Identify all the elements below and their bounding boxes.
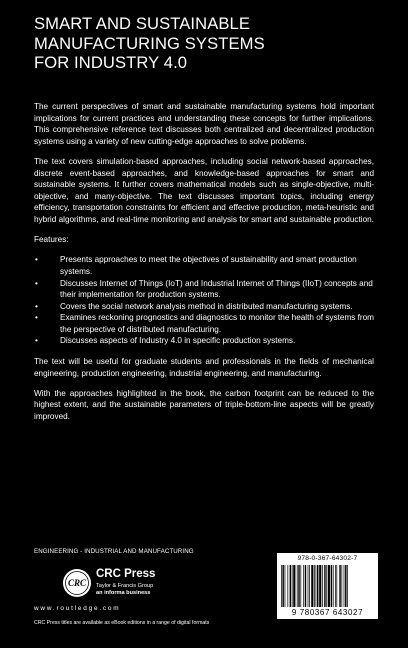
feature-text: Discusses aspects of Industry 4.0 in specific production systems. (60, 336, 296, 346)
barcode-bar (341, 565, 342, 607)
barcode-bar (326, 565, 327, 607)
list-item (34, 301, 374, 313)
features-label: Features: (34, 235, 69, 245)
bullet-icon: • (35, 313, 38, 323)
barcode-bar (317, 565, 318, 607)
barcode-icon (280, 565, 375, 607)
barcode-bar (311, 565, 313, 607)
barcode-bar (339, 565, 340, 607)
barcode-bar (281, 565, 282, 607)
website-link[interactable]: www.routledge.com (34, 605, 121, 612)
isbn-barcode (277, 553, 378, 619)
barcode-bar (287, 565, 288, 607)
barcode-bar (335, 565, 336, 607)
list-item (34, 254, 374, 277)
barcode-bar (345, 565, 346, 607)
feature-text: Presents approaches to meet the objectives of sustainability and smart production systems. (60, 255, 357, 276)
list-item (34, 312, 374, 335)
paragraph-coverage: The text covers simulation-based approaches, including social network-based approaches, discrete event-based approaches, and knowledge-based approaches for smart and sustainable systems. It further covers mathematical models such as single-objective, multi-objective, and many-objective. The text discusses important topics, including energy efficiency, transportation constraints for efficient and effective production, meta-heuristic and hybrid algorithms, and real-time monitoring and analysis for smart and sustainable production. (34, 156, 374, 224)
bullet-icon: • (35, 301, 38, 311)
paragraph-impact: With the approaches highlighted in the book, the carbon footprint can be reduced to the highest extent, and the sustainable parameters of triple-bottom-line aspects will be greatly improved. (34, 388, 374, 422)
title-line-3: FOR INDUSTRY 4.0 (34, 53, 188, 72)
feature-text: Examines reckoning prognostics and diagnostics to monitor the health of systems from the perspective of distributed manufacturing. (60, 313, 375, 334)
barcode-bar (290, 565, 291, 607)
barcode-bar (328, 565, 330, 607)
barcode-bar (319, 565, 321, 607)
barcode-bar (324, 565, 325, 607)
bullet-icon: • (35, 278, 38, 288)
barcode-bar (303, 565, 304, 607)
publisher-group (96, 583, 153, 597)
barcode-bar (285, 565, 286, 607)
publisher-line-2: an informa business (96, 590, 151, 596)
bullet-icon: • (35, 255, 38, 265)
barcode-bar (316, 565, 317, 607)
barcode-bar (347, 565, 348, 607)
feature-text: Discusses Internet of Things (IoT) and Industrial Internet of Things (IIoT) concepts and their implementation for production systems. (60, 278, 373, 300)
bullet-icon: • (35, 336, 38, 346)
barcode-bar (305, 565, 306, 607)
barcode-bar (333, 565, 334, 607)
ebook-note: CRC Press titles are available as eBook editions in a range of digital formats (34, 620, 210, 626)
publisher-name: CRC Press (96, 568, 156, 580)
paragraph-intro: The current perspectives of smart and sustainable manufacturing systems hold important implications for current practices and understanding these concepts for further implications. This comprehensive reference text discusses both centralized and decentralized production systems using a variety of new cutting-edge approaches to solve problems. (34, 102, 374, 146)
barcode-bar (322, 565, 323, 607)
paragraph-audience: The text will be useful for graduate students and professionals in the fields of mechanical engineering, production engineering, industrial engineering, and manufacturing. (34, 357, 374, 378)
publisher-line-1: Taylor & Francis Group (96, 583, 154, 589)
crc-press-logo-icon (62, 568, 92, 598)
barcode-bar (344, 565, 345, 607)
title-line-1: SMART AND SUSTAINABLE (34, 14, 251, 33)
title-line-2: MANUFACTURING SYSTEMS (34, 33, 265, 53)
barcode-bar (308, 565, 309, 607)
barcode-bar (309, 565, 310, 607)
barcode-bar (293, 565, 295, 607)
barcode-bar (282, 565, 283, 607)
crc-logo-text: CRC (67, 578, 87, 588)
barcode-bar (331, 565, 332, 607)
book-title (34, 14, 384, 73)
barcode-bar (336, 565, 337, 607)
barcode-digits: 9 780367 643027 (291, 608, 364, 617)
blurb (34, 101, 374, 431)
feature-text: Covers the social network analysis method in distributed manufacturing systems. (60, 301, 353, 311)
feature-list (34, 254, 374, 347)
list-item (34, 335, 374, 347)
subject-category: ENGINEERING - INDUSTRIAL AND MANUFACTURING (34, 548, 194, 555)
isbn-number: 978-0-367-64302-7 (297, 555, 358, 562)
barcode-bar (292, 565, 293, 607)
barcode-bar (314, 565, 315, 607)
barcode-bar (298, 565, 299, 607)
barcode-bar (297, 565, 298, 607)
barcode-bar (300, 565, 301, 607)
list-item (34, 278, 374, 301)
